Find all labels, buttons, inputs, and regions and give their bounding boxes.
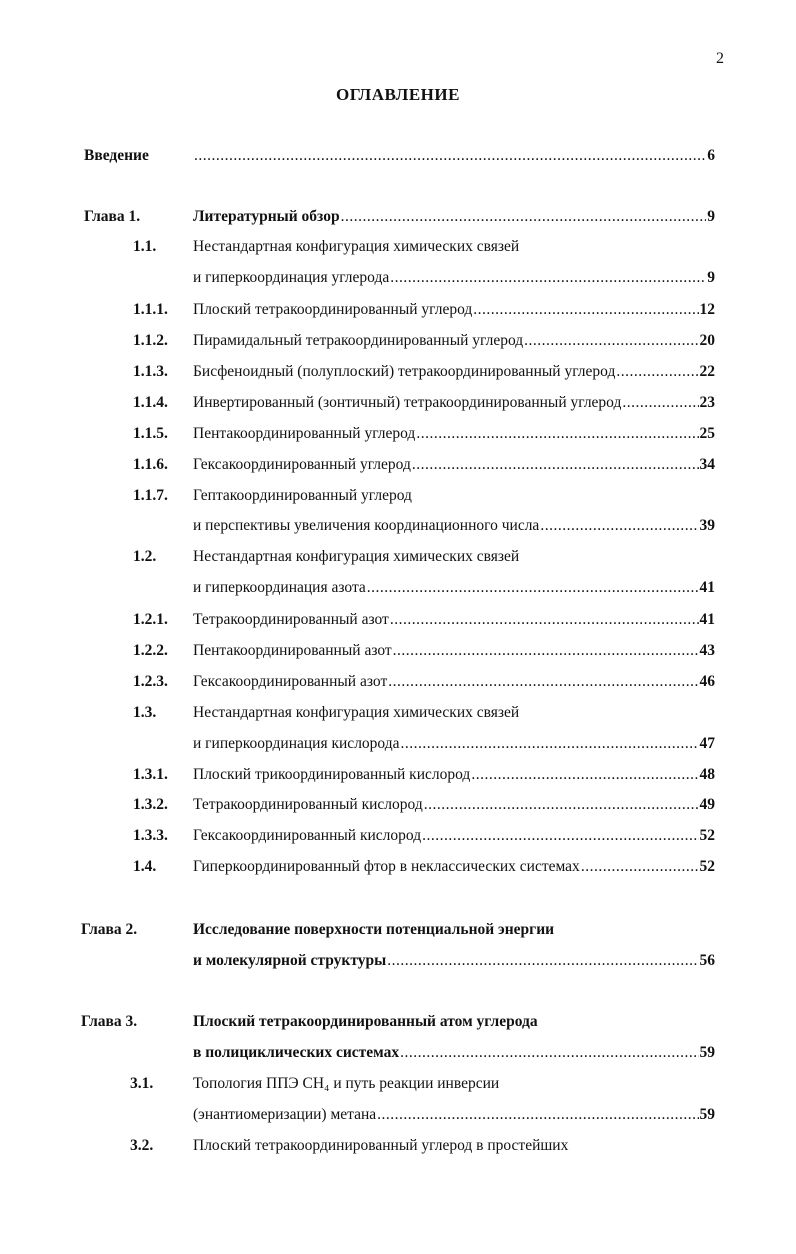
toc-number: 1.2. xyxy=(133,548,157,565)
toc-page: 49 xyxy=(699,796,715,813)
toc-entry-chapter-3 xyxy=(0,1013,796,1037)
toc-page: 41 xyxy=(699,611,715,628)
toc-leader-dots xyxy=(387,952,698,970)
toc-text xyxy=(193,1075,715,1093)
toc-page: 34 xyxy=(699,456,715,473)
toc-label: Гексакоординированный кислород xyxy=(193,827,422,844)
toc-label: Пентакоординированный азот xyxy=(193,642,392,659)
toc-number: 1.1. xyxy=(133,238,157,255)
toc-entry-1-3 xyxy=(0,704,796,728)
toc-entry-introduction xyxy=(0,147,796,171)
toc-leader-dots xyxy=(393,642,699,660)
toc-leader-dots xyxy=(416,425,698,443)
toc-leader-dots xyxy=(377,1106,698,1124)
toc-number: 1.4. xyxy=(133,858,157,875)
toc-leader-dots xyxy=(194,147,706,165)
toc-text xyxy=(193,796,715,814)
toc-text xyxy=(193,332,715,350)
toc-entry-3-1 xyxy=(0,1075,796,1099)
toc-entry-3-2 xyxy=(0,1137,796,1161)
toc-page: 52 xyxy=(699,858,715,875)
toc-number: 1.1.5. xyxy=(133,425,168,442)
toc-leader-dots xyxy=(390,611,699,629)
toc-label: Гексакоординированный азот xyxy=(193,673,388,690)
toc-number: 1.3.1. xyxy=(133,766,168,783)
toc-text xyxy=(193,147,715,165)
toc-page: 39 xyxy=(699,517,715,534)
toc-label: Пентакоординированный углерод xyxy=(193,425,416,442)
toc-text xyxy=(193,269,715,287)
toc-page: 9 xyxy=(707,208,715,225)
toc-leader-dots xyxy=(616,363,698,381)
toc-entry-1-1-1 xyxy=(0,301,796,325)
toc-entry-1-2-3 xyxy=(0,673,796,697)
toc-leader-dots xyxy=(524,332,698,350)
toc-label: Плоский тетракоординированный углерод xyxy=(193,301,473,318)
toc-page: 48 xyxy=(699,766,715,783)
toc-page: 25 xyxy=(699,425,715,442)
toc-text xyxy=(193,1137,715,1155)
toc-number: 1.1.4. xyxy=(133,394,168,411)
toc-label: Гиперкоординированный фтор в неклассических системах xyxy=(193,858,580,875)
toc-label: и перспективы увеличения координационного числа xyxy=(193,517,540,534)
toc-number: 1.3.2. xyxy=(133,796,168,813)
toc-text xyxy=(193,766,715,784)
toc-number: 1.3.3. xyxy=(133,827,168,844)
toc-leader-dots xyxy=(622,394,698,412)
toc-number: 1.1.6. xyxy=(133,456,168,473)
toc-page: 47 xyxy=(699,735,715,752)
toc-text xyxy=(193,1044,715,1062)
toc-page: 59 xyxy=(699,1106,715,1123)
toc-entry-1-1-7 xyxy=(0,487,796,511)
toc-label: Топология ППЭ CH₄ и путь реакции инверсии xyxy=(193,1075,500,1092)
toc-entry-1-3-cont xyxy=(0,735,796,759)
page-title: ОГЛАВЛЕНИЕ xyxy=(336,85,460,104)
toc-text xyxy=(193,1013,715,1031)
toc-number: 1.2.2. xyxy=(133,642,168,659)
toc-number: Введение xyxy=(84,147,149,164)
toc-leader-dots xyxy=(471,766,698,784)
toc-text xyxy=(193,673,715,691)
toc-label: Исследование поверхности потенциальной энергии xyxy=(193,921,555,938)
toc-page: 12 xyxy=(699,301,715,318)
toc-entry-1-1 xyxy=(0,238,796,262)
toc-page: 56 xyxy=(699,952,715,969)
toc-number: Глава 3. xyxy=(81,1013,138,1030)
toc-number: 3.2. xyxy=(130,1137,154,1154)
toc-text xyxy=(193,642,715,660)
toc-leader-dots xyxy=(422,827,698,845)
toc-label: Тетракоординированный азот xyxy=(193,611,389,628)
toc-entry-1-1-3 xyxy=(0,363,796,387)
toc-text xyxy=(193,363,715,381)
toc-leader-dots xyxy=(367,579,699,597)
toc-text xyxy=(193,611,715,629)
toc-text xyxy=(193,456,715,474)
toc-page: 52 xyxy=(699,827,715,844)
toc-entry-chapter-2-cont xyxy=(0,952,796,976)
toc-entry-1-1-2 xyxy=(0,332,796,356)
toc-page: 6 xyxy=(707,147,715,164)
toc-leader-dots xyxy=(581,858,699,876)
toc-text xyxy=(193,208,715,226)
toc-text xyxy=(193,425,715,443)
toc-text xyxy=(193,858,715,876)
toc-page: 23 xyxy=(699,394,715,411)
toc-entry-1-2-cont xyxy=(0,579,796,603)
toc-entry-1-3-3 xyxy=(0,827,796,851)
toc-number: 1.3. xyxy=(133,704,157,721)
toc-page: 9 xyxy=(707,269,715,286)
toc-number: 3.1. xyxy=(130,1075,154,1092)
toc-page: 46 xyxy=(699,673,715,690)
toc-number: 1.1.2. xyxy=(133,332,168,349)
toc-label: Инвертированный (зонтичный) тетракоординированный углерод xyxy=(193,394,622,411)
toc-number: Глава 2. xyxy=(81,921,138,938)
toc-leader-dots xyxy=(540,517,698,535)
toc-text xyxy=(193,487,715,505)
toc-text xyxy=(193,517,715,535)
toc-number: 1.1.1. xyxy=(133,301,168,318)
toc-entry-1-3-2 xyxy=(0,796,796,820)
toc-text xyxy=(193,579,715,597)
toc-page: 22 xyxy=(699,363,715,380)
toc-leader-dots xyxy=(412,456,699,474)
toc-text xyxy=(193,1106,715,1124)
toc-label: и гиперкоординация азота xyxy=(193,579,366,596)
toc-entry-1-1-6 xyxy=(0,456,796,480)
toc-label: Бисфеноидный (полуплоский) тетракоординированный углерод xyxy=(193,363,616,380)
toc-entry-1-2-1 xyxy=(0,611,796,635)
toc-page: 59 xyxy=(699,1044,715,1061)
toc-text xyxy=(193,548,715,566)
toc-text xyxy=(193,921,715,939)
toc-label: (энантиомеризации) метана xyxy=(193,1106,377,1123)
toc-entry-3-1-cont xyxy=(0,1106,796,1130)
toc-entry-chapter-2 xyxy=(0,921,796,945)
toc-number: 1.2.1. xyxy=(133,611,168,628)
toc-text xyxy=(193,704,715,722)
toc-text xyxy=(193,827,715,845)
toc-entry-chapter-3-cont xyxy=(0,1044,796,1068)
toc-leader-dots xyxy=(401,735,699,753)
toc-label: Нестандартная конфигурация химических связей xyxy=(193,548,520,565)
toc-entry-1-1-4 xyxy=(0,394,796,418)
toc-label: Плоский трикоординированный кислород xyxy=(193,766,471,783)
toc-label: Нестандартная конфигурация химических связей xyxy=(193,238,520,255)
toc-page: 41 xyxy=(699,579,715,596)
toc-entry-1-1-5 xyxy=(0,425,796,449)
toc-entry-1-4 xyxy=(0,858,796,882)
toc-number: 1.2.3. xyxy=(133,673,168,690)
toc-text xyxy=(193,952,715,970)
toc-label: Гептакоординированный углерод xyxy=(193,487,412,504)
toc-entry-1-1-7-cont xyxy=(0,517,796,541)
toc-leader-dots xyxy=(424,796,699,814)
toc-label: Гексакоординированный углерод xyxy=(193,456,411,473)
toc-text xyxy=(193,238,715,256)
toc-label: Плоский тетракоординированный углерод в простейших xyxy=(193,1137,569,1154)
toc-text xyxy=(193,301,715,319)
toc-entry-1-3-1 xyxy=(0,766,796,790)
toc-label: и гиперкоординация углерода xyxy=(193,269,390,286)
toc-leader-dots xyxy=(390,269,706,287)
toc-number: Глава 1. xyxy=(84,208,141,225)
toc-label: Тетракоординированный кислород xyxy=(193,796,423,813)
toc-label: Пирамидальный тетракоординированный углерод xyxy=(193,332,524,349)
toc-label: Плоский тетракоординированный атом углерода xyxy=(193,1013,538,1030)
toc-label: в полициклических системах xyxy=(193,1044,400,1061)
toc-label: Литературный обзор xyxy=(193,208,340,225)
toc-entry-1-2-2 xyxy=(0,642,796,666)
toc-leader-dots xyxy=(388,673,698,691)
toc-number: 1.1.3. xyxy=(133,363,168,380)
page-number: 2 xyxy=(716,50,724,67)
toc-page: 20 xyxy=(699,332,715,349)
toc-entry-1-2 xyxy=(0,548,796,572)
toc-label: Нестандартная конфигурация химических связей xyxy=(193,704,520,721)
toc-number: 1.1.7. xyxy=(133,487,168,504)
toc-leader-dots xyxy=(473,301,698,319)
toc-label: и гиперкоординация кислорода xyxy=(193,735,400,752)
toc-leader-dots xyxy=(341,208,707,226)
toc-entry-chapter-1 xyxy=(0,208,796,232)
toc-label: и молекулярной структуры xyxy=(193,952,387,969)
toc-leader-dots xyxy=(400,1044,698,1062)
toc-entry-1-1-cont xyxy=(0,269,796,293)
toc-text xyxy=(193,735,715,753)
toc-text xyxy=(193,394,715,412)
toc-page: 43 xyxy=(699,642,715,659)
